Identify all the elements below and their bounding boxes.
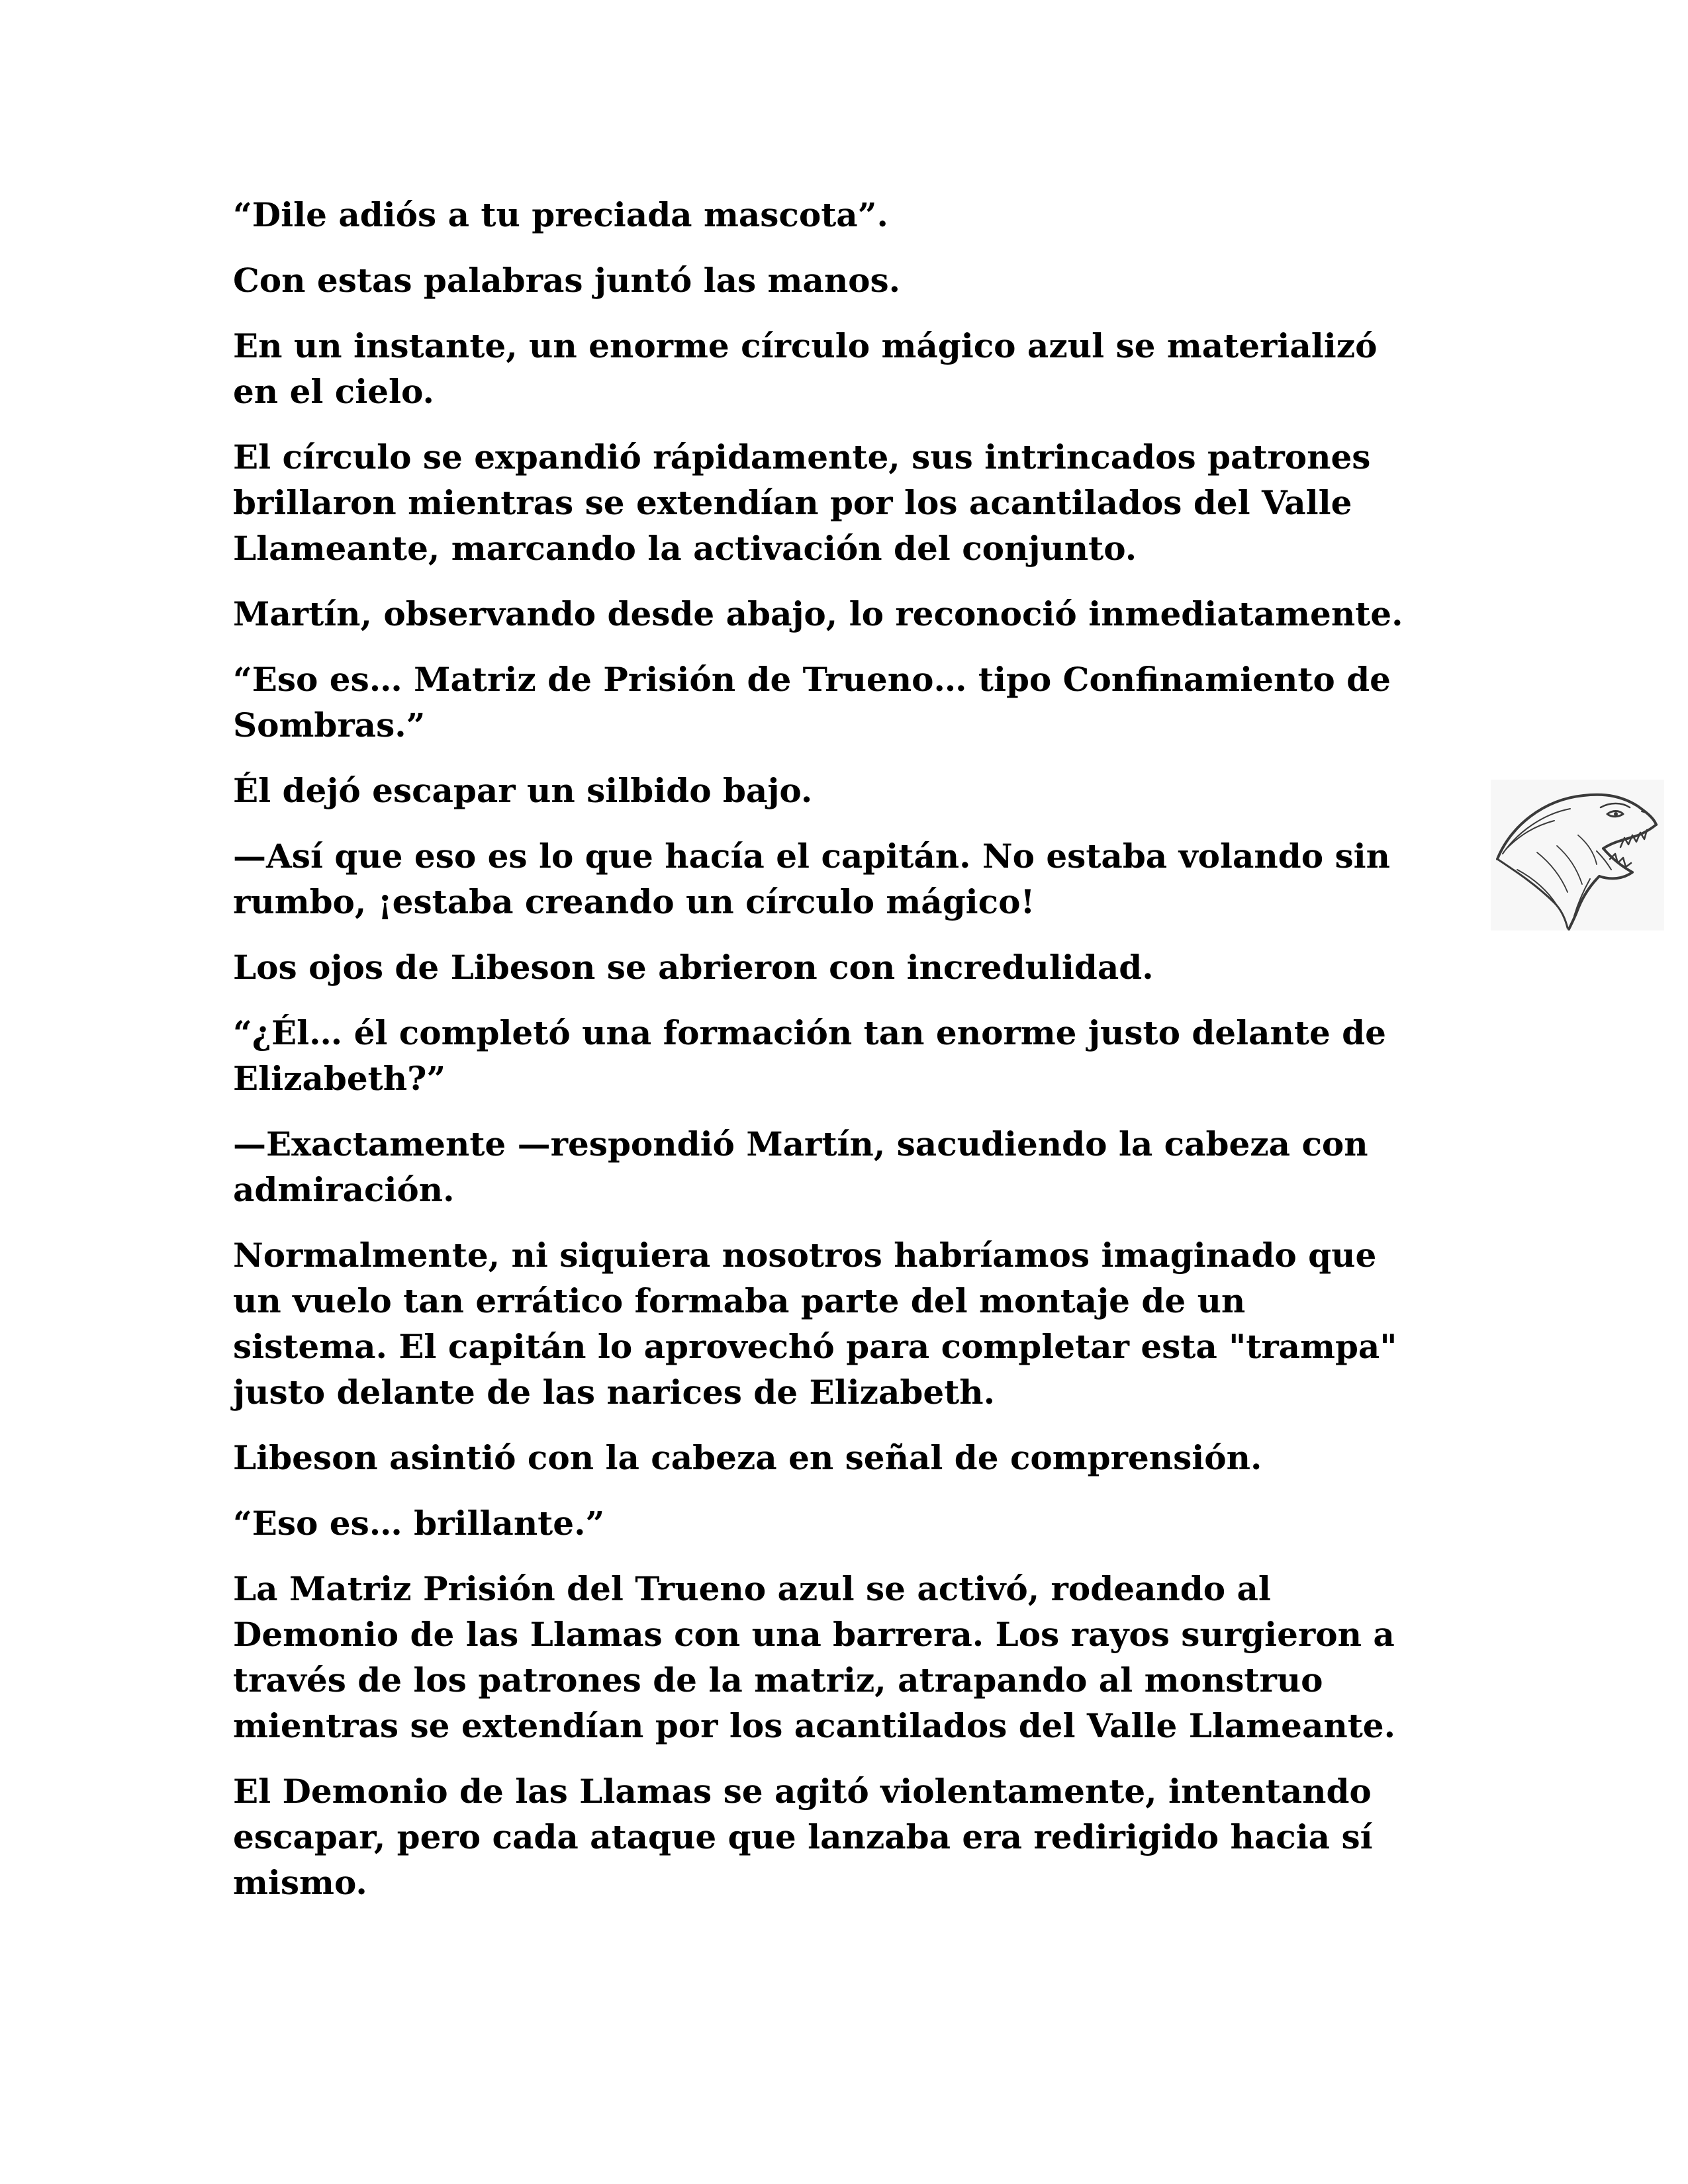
paragraph: Normalmente, ni siquiera nosotros habríamos imaginado que un vuelo tan errático formaba parte del montaje de un sistema. El capitán lo aprovechó para completar esta "trampa" justo delante de las narices de Elizabeth. (233, 1236, 1397, 1412)
dinosaur-sketch-icon (1491, 780, 1664, 931)
paragraph: “Eso es… brillante.” (233, 1504, 605, 1543)
paragraph: —Así que eso es lo que hacía el capitán. No estaba volando sin rumbo, ¡estaba creando un círculo mágico! (233, 837, 1390, 921)
paragraph: El Demonio de las Llamas se agitó violentamente, intentando escapar, pero cada ataque que lanzaba era redirigido hacia sí mismo. (233, 1772, 1373, 1902)
paragraph: “Dile adiós a tu preciada mascota”. (233, 195, 888, 234)
paragraph: En un instante, un enorme círculo mágico azul se materializó en el cielo. (233, 326, 1378, 411)
paragraph: “Eso es… Matriz de Prisión de Trueno… tipo Confinamiento de Sombras.” (233, 660, 1391, 745)
paragraph: Él dejó escapar un silbido bajo. (233, 771, 813, 810)
paragraph: Martín, observando desde abajo, lo reconoció inmediatamente. (233, 594, 1403, 633)
paragraph: —Exactamente —respondió Martín, sacudiendo la cabeza con admiración. (233, 1124, 1368, 1209)
paragraph: Los ojos de Libeson se abrieron con incredulidad. (233, 948, 1154, 987)
paragraph: Con estas palabras juntó las manos. (233, 261, 901, 300)
paragraph: “¿Él… él completó una formación tan enorme justo delante de Elizabeth?” (233, 1013, 1386, 1098)
body-text (233, 192, 1477, 1925)
paragraph: Libeson asintió con la cabeza en señal de comprensión. (233, 1438, 1262, 1477)
paragraph: El círculo se expandió rápidamente, sus intrincados patrones brillaron mientras se extendían por los acantilados del Valle Llameante, marcando la activación del conjunto. (233, 437, 1371, 568)
paragraph: La Matriz Prisión del Trueno azul se activó, rodeando al Demonio de las Llamas con una barrera. Los rayos surgieron a través de los patrones de la matriz, atrapando al monstruo mientras se extendían por los acantilados del Valle Llameante. (233, 1569, 1396, 1745)
